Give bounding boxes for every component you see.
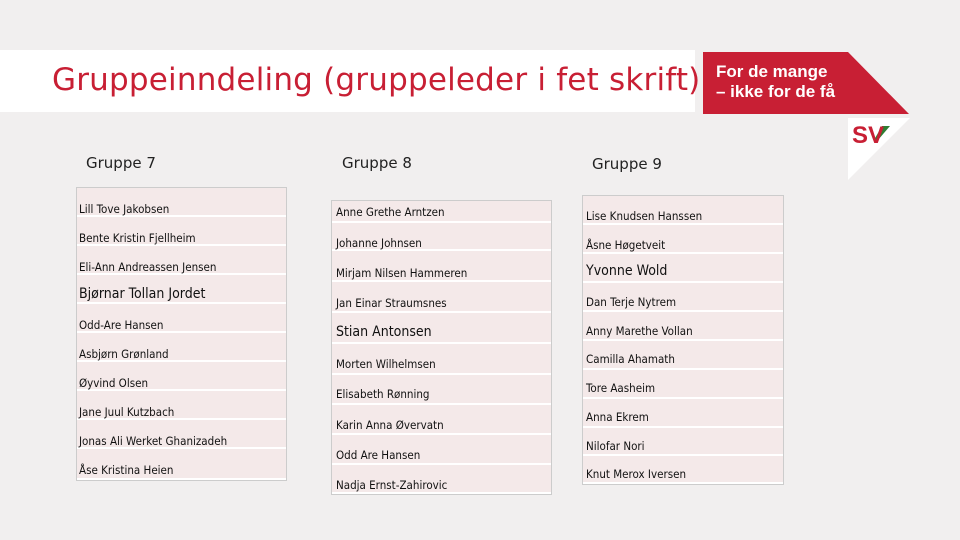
group-7-member: Asbjørn Grønland	[79, 347, 169, 361]
group-9-member: Knut Merox Iversen	[586, 467, 687, 481]
group-8-member: Jan Einar Straumsnes	[336, 296, 447, 310]
page-title: Gruppeinndeling (gruppeleder i fet skrift)	[52, 62, 701, 98]
group-9-leader: Yvonne Wold	[586, 263, 668, 279]
group-9-member: Tore Aasheim	[586, 381, 656, 395]
group-7-member: Eli-Ann Andreassen Jensen	[79, 260, 217, 274]
group-7-member: Lill Tove Jakobsen	[79, 202, 170, 216]
group-7-leader: Bjørnar Tollan Jordet	[79, 286, 206, 302]
group-8-member: Johanne Johnsen	[336, 236, 422, 250]
group-7-member: Jonas Ali Werket Ghanizadeh	[79, 434, 228, 448]
group-9-member: Nilofar Nori	[586, 439, 645, 453]
group-9-heading: Gruppe 9	[592, 155, 662, 173]
group-8-member: Odd Are Hansen	[336, 448, 421, 462]
group-8-leader: Stian Antonsen	[336, 324, 432, 340]
group-9-member: Åsne Høgetveit	[586, 238, 666, 252]
group-8-member: Nadja Ernst-Zahirovic	[336, 478, 448, 492]
group-7-member: Åse Kristina Heien	[79, 463, 174, 477]
group-7-member: Odd-Are Hansen	[79, 318, 164, 332]
group-9-member: Dan Terje Nytrem	[586, 295, 677, 309]
group-7-member: Jane Juul Kutzbach	[79, 405, 175, 419]
slogan-line-2: – ikke for de få	[716, 82, 836, 101]
group-8-member: Mirjam Nilsen Hammeren	[336, 266, 468, 280]
sv-logo-text: SV	[852, 122, 885, 149]
group-8-member: Morten Wilhelmsen	[336, 357, 436, 371]
slogan-line-1: For de mange	[716, 62, 828, 81]
group-8-member: Anne Grethe Arntzen	[336, 205, 445, 219]
group-7-member: Øyvind Olsen	[79, 376, 149, 390]
group-8-heading: Gruppe 8	[342, 154, 412, 172]
group-8-member: Karin Anna Øvervatn	[336, 418, 444, 432]
group-7-heading: Gruppe 7	[86, 154, 156, 172]
group-9-member: Lise Knudsen Hanssen	[586, 209, 703, 223]
group-9-member: Anny Marethe Vollan	[586, 324, 693, 338]
group-7-member: Bente Kristin Fjellheim	[79, 231, 196, 245]
group-9-member: Camilla Ahamath	[586, 352, 675, 366]
group-8-member: Elisabeth Rønning	[336, 387, 430, 401]
group-9-member: Anna Ekrem	[586, 410, 649, 424]
